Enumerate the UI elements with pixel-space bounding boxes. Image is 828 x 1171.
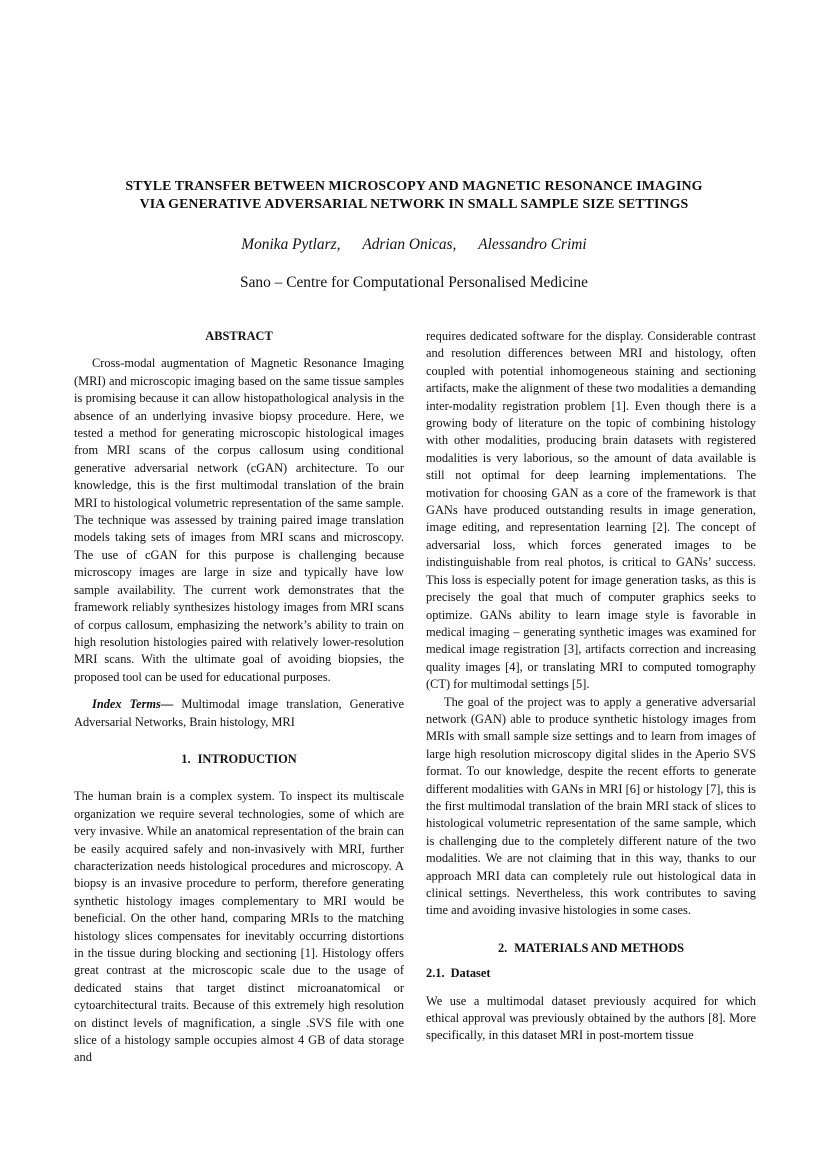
abstract-heading: ABSTRACT bbox=[205, 329, 273, 343]
author-list bbox=[0, 236, 828, 254]
index-terms-text: Multimodal image translation, Generative Adversarial Networks, Brain histology, MRI bbox=[74, 697, 405, 729]
intro-paragraph-1-continued: requires dedicated software for the display. Considerable contrast and resolution differences between MRI and histology, often coupled with potential inhomogeneous staining and sectioning artifacts, make the alignment of these two modalities a demanding inter-modality registration problem [1]. Even though there is a growing body of literature on the topic of combining histology with other modalities, producing brain datasets with registered modalities is very laborious, so the amount of data available is still not optimal for deep learning implementations. The motivation for choosing GAN as a core of the framework is that GANs have produced outstanding results in image generation, image editing, and representation learning [2]. The concept of adversarial loss, which forces generated images to be indistinguishable from real photos, is critical to GANs’ success. This loss is especially potent for image generation tasks, as this is precisely the goal that much of computer graphics seeks to optimize. GANs ability to learn image style is favorable in medical imaging – generating synthetic images was examined for medical image registration [3], artifacts correction and increasing quality images [4], or translating MRI to computed tomography (CT) for multimodal settings [5]. bbox=[426, 329, 756, 692]
section-heading-introduction bbox=[74, 751, 404, 768]
title-line-1: STYLE TRANSFER BETWEEN MICROSCOPY AND MAGNETIC RESONANCE IMAGING bbox=[125, 179, 703, 194]
paper-title bbox=[60, 178, 768, 214]
dataset-paragraph: We use a multimodal dataset previously acquired for which ethical approval was previously obtained by the authors [8]. More specifically, in this dataset MRI in post-mortem tissue bbox=[426, 993, 756, 1043]
intro-paragraph-2: The goal of the project was to apply a generative adversarial network (GAN) able to produce synthetic histology images from MRIs with small sample size settings and to learn from images of large high resolution microscopy digital slides in the Aperio SVS format. To our knowledge, despite the recent efforts to generate different modalities with GANs in MRI [6] or histology [7], this is the first multimodal translation of the brain MRI stack of slices to histological volumetric representation of the same sample, which is challenging due to the completely different nature of the two modalities. We are not claiming that in this way, thanks to our approach MRI data can completely rule out histological data in clinical settings. Nevertheless, this work contributes to saving time and avoiding invasive histologies in some cases. bbox=[426, 694, 756, 918]
index-terms-label: Index Terms— bbox=[92, 697, 174, 712]
subsection-title: Dataset bbox=[450, 966, 491, 981]
abstract-text: Cross-modal augmentation of Magnetic Resonance Imaging (MRI) and microscopic imaging based on the same tissue samples is promising because it can allow histopathological analysis in the absence of an underlying invasive biopsy procedure. Here, we tested a method for generating microscopic histological images from MRI scans of the corpus callosum using conditional generative adversarial network (cGAN) architecture. To our knowledge, this is the first multimodal translation of the brain MRI to histological volumetric representation of the same sample. The technique was assessed by training paired image translation models taking sets of images from MRI scans and microscopy. The use of cGAN for this purpose is challenging because microscopy images are large in size and typically have low sample availability. The current work demonstrates that the framework reliably synthesizes histology images from MRI scans of corpus callosum, emphasizing the network’s ability to train on high resolution histologies paired with relatively lower-resolution MRI scans. With the ultimate goal of avoiding biopsies, the proposed tool can be used for educational purposes. bbox=[74, 356, 404, 684]
section-number: 2. bbox=[497, 940, 508, 955]
section-heading-methods bbox=[426, 940, 756, 957]
author-name: Monika Pytlarz, bbox=[241, 236, 341, 253]
author-name: Adrian Onicas, bbox=[362, 236, 457, 253]
title-line-2: VIA GENERATIVE ADVERSARIAL NETWORK IN SMALL SAMPLE SIZE SETTINGS bbox=[139, 197, 689, 212]
right-column bbox=[426, 328, 756, 1045]
index-terms bbox=[74, 696, 404, 731]
section-title: MATERIALS AND METHODS bbox=[514, 940, 685, 955]
author-name: Alessandro Crimi bbox=[478, 236, 587, 253]
section-title: INTRODUCTION bbox=[197, 751, 297, 766]
section-number: 1. bbox=[181, 751, 191, 766]
affiliation: Sano – Centre for Computational Personalised Medicine bbox=[240, 274, 588, 291]
subsection-heading-dataset bbox=[426, 965, 756, 982]
left-column bbox=[74, 328, 404, 1067]
subsection-number: 2.1. bbox=[426, 966, 445, 981]
intro-paragraph-1: The human brain is a complex system. To inspect its multiscale organization we require several technologies, some of which are very invasive. While an anatomical representation of the brain can be easily acquired safely and non-invasively with MRI, further characterization needs histological procedures and microscopy. A biopsy is an invasive procedure to perform, therefore generating synthetic histology images complementary to MRI would be beneficial. On the other hand, comparing MRIs to the matching histology slices compensates for inevitably occurring distortions in the tissue during blocking and sectioning [1]. Histology offers great contrast at the microscopic scale due to the usage of dedicated stains that target distinct microanatomical or cytoarchitectural traits. Because of this extremely high resolution on distinct levels of magnification, a single .SVS file with one slice of a histology sample occupies almost 4 GB of data storage and bbox=[74, 789, 404, 1065]
